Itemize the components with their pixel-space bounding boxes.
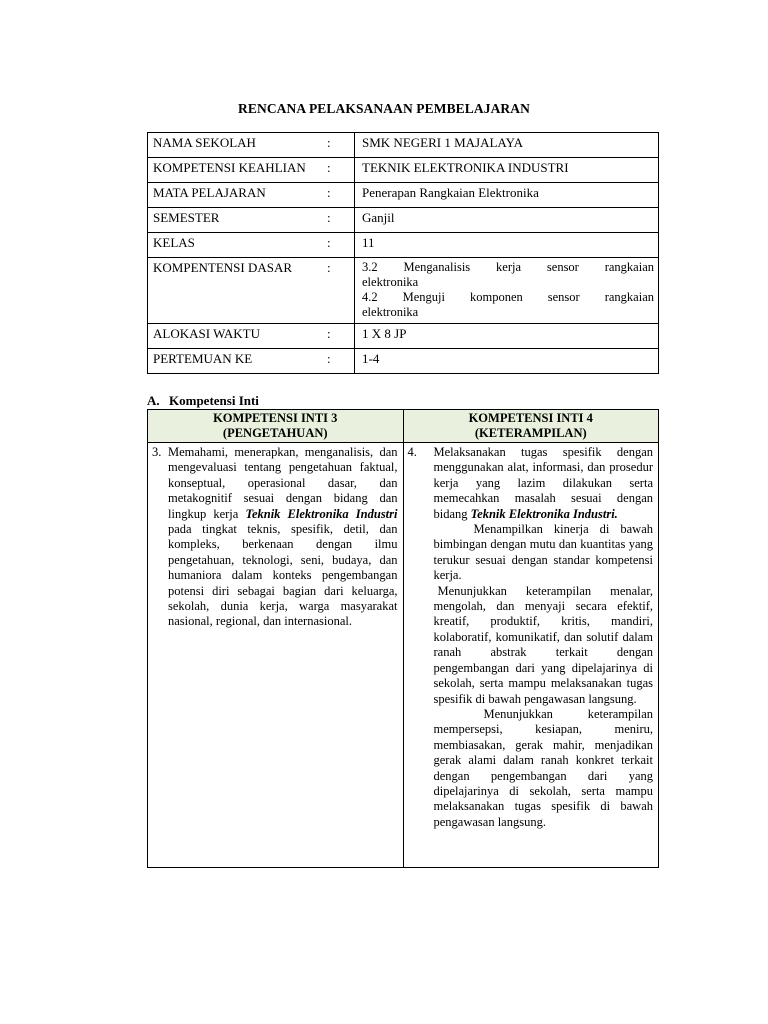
ki4-cell [403, 443, 659, 868]
section-heading-kompetensi-inti [147, 393, 259, 409]
table-row [148, 158, 659, 183]
header-ki4-title: KOMPETENSI INTI 4 [468, 411, 593, 425]
kd-4-2-continued: elektronika [362, 305, 419, 319]
table-row [148, 183, 659, 208]
value-pertemuan-ke: 1-4 [355, 349, 659, 374]
table-row [148, 133, 659, 158]
value-kompetensi-keahlian: TEKNIK ELEKTRONIKA INDUSTRI [355, 158, 659, 183]
table-row [148, 233, 659, 258]
ki4-paragraph-4: Menunjukkan keterampilan mempersepsi, kesiapan, meniru, membiasakan, gerak mahir, menjadikan gerak alami dalam ranah konkret terkait dengan pengembangan dari yang dipelajarinya di sekolah, serta mampu melaksanakan tugas spesifik di bawah pengawasan langsung. [433, 706, 653, 829]
ki4-body [424, 445, 654, 830]
ki3-text: Memahami, menerapkan, menganalisis, dan mengevaluasi tentang pengetahuan faktual, konseptual, operasional dasar, dan metakognitif sesuai dengan bidang dan lingkup kerja Teknik Elektronika Industri pada tingkat teknis, spesifik, detil, dan kompleks, berkenaan dengan ilmu pengetahuan, teknologi, seni, budaya, dan humaniora dalam konteks pengembangan potensi diri sebagai bagian dari keluarga, sekolah, dunia kerja, warga masyarakat nasional, regional, dan internasional. [168, 445, 398, 629]
ki4-emphasis: Teknik Elektronika Industri. [470, 506, 618, 521]
colon: : [327, 349, 355, 374]
value-semester: Ganjil [355, 208, 659, 233]
header-ki3-title: KOMPETENSI INTI 3 [213, 411, 338, 425]
ki3-emphasis: Teknik Elektronika Industri [245, 506, 398, 521]
section-letter: A. [147, 393, 160, 408]
ki3-number: 3. [152, 445, 162, 459]
ki3-cell [148, 443, 404, 868]
ki4-paragraph-3: Menunjukkan keterampilan menalar, mengolah, dan menyaji secara efektif, kreatif, produktif, kritis, mandiri, kolaboratif, komunikatif, dan solutif dalam ranah abstrak terkait dengan pengembangan dari yang dipelajarinya di sekolah, serta mampu melaksanakan tugas spesifik di bawah pengawasan langsung. [433, 583, 653, 706]
header-ki3-subtitle: (PENGETAHUAN) [222, 426, 328, 440]
header-ki4-subtitle: (KETERAMPILAN) [474, 426, 587, 440]
ki4-paragraph-1: Melaksanakan tugas spesifik dengan menggunakan alat, informasi, dan prosedur kerja yang lazim dilakukan serta memecahkan masalah sesuai dengan bidang Teknik Elektronika Industri. [433, 445, 653, 521]
table-row [148, 258, 659, 324]
label-alokasi-waktu: ALOKASI WAKTU [148, 324, 328, 349]
kompetensi-inti-table [147, 409, 659, 868]
document-title: RENCANA PELAKSANAAN PEMBELAJARAN [238, 101, 530, 116]
ki4-number: 4. [407, 445, 417, 459]
value-alokasi-waktu: 1 X 8 JP [355, 324, 659, 349]
label-nama-sekolah: NAMA SEKOLAH [148, 133, 328, 158]
colon: : [327, 208, 355, 233]
colon: : [327, 183, 355, 208]
colon: : [327, 233, 355, 258]
colon: : [327, 158, 355, 183]
label-kompetensi-dasar: KOMPENTENSI DASAR [148, 258, 328, 324]
kd-3-2-continued: elektronika [362, 275, 419, 289]
colon: : [327, 133, 355, 158]
colon: : [327, 258, 355, 324]
label-semester: SEMESTER [148, 208, 328, 233]
label-mata-pelajaran: MATA PELAJARAN [148, 183, 328, 208]
table-row [148, 208, 659, 233]
school-info-table [147, 132, 659, 374]
table-row [148, 324, 659, 349]
label-kelas: KELAS [148, 233, 328, 258]
header-ki4 [403, 410, 659, 443]
ki4-paragraph-2: Menampilkan kinerja di bawah bimbingan dengan mutu dan kuantitas yang terukur sesuai dengan standar kompetensi kerja. [433, 522, 653, 583]
header-ki3 [148, 410, 404, 443]
table-row [148, 349, 659, 374]
kd-4-2-line: 4.2 Menguji komponen sensor rangkaian [362, 290, 654, 304]
ki4-item [408, 445, 654, 830]
label-kompetensi-keahlian: KOMPETENSI KEAHLIAN [148, 158, 328, 183]
label-pertemuan-ke: PERTEMUAN KE [148, 349, 328, 374]
ki3-item [152, 445, 398, 630]
table-row [148, 443, 659, 868]
kd-3-2-line: 3.2 Menganalisis kerja sensor rangkaian [362, 260, 654, 274]
value-nama-sekolah: SMK NEGERI 1 MAJALAYA [355, 133, 659, 158]
colon: : [327, 324, 355, 349]
table-header-row [148, 410, 659, 443]
value-mata-pelajaran: Penerapan Rangkaian Elektronika [355, 183, 659, 208]
value-kompetensi-dasar [355, 258, 659, 324]
value-kelas: 11 [355, 233, 659, 258]
section-title: Kompetensi Inti [169, 393, 259, 408]
